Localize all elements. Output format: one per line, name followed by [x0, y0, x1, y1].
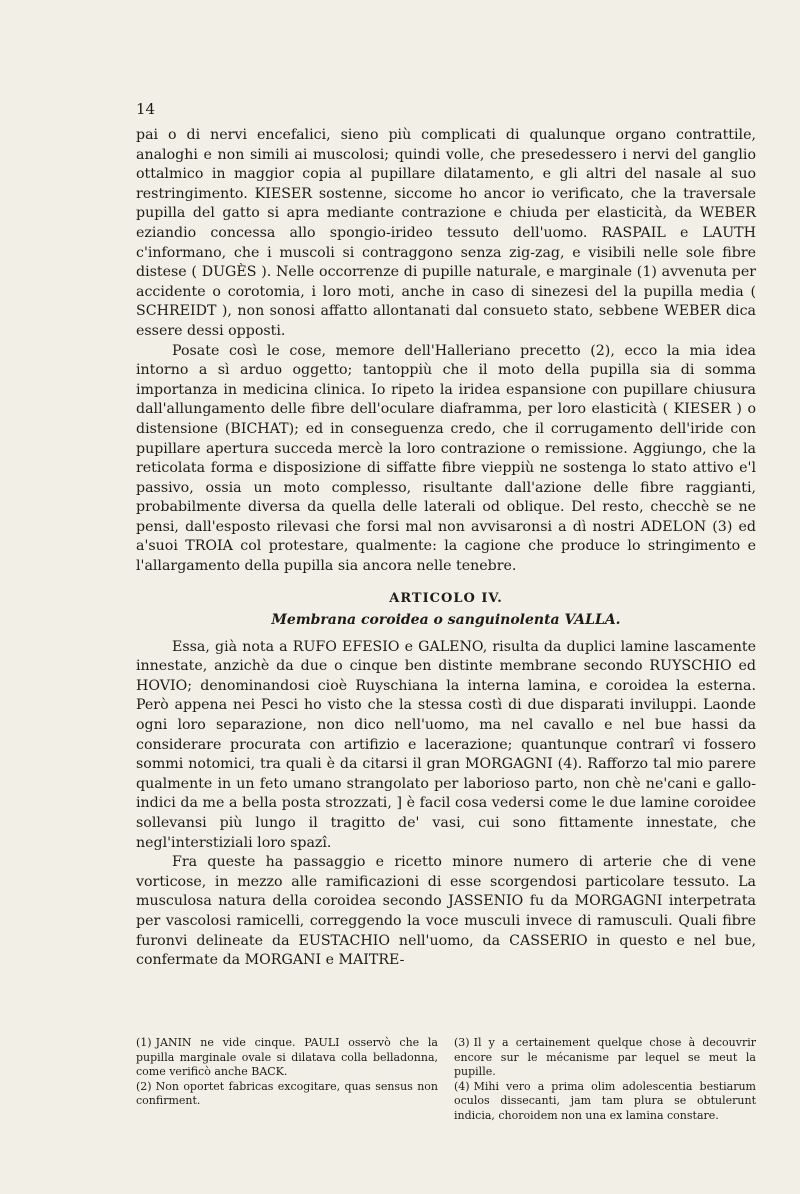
footnote-text: JANIN ne vide cinque. PAULI osservò che la pupilla marginale ovale si dilatava colla belladonna, come verificò anche BACK. [136, 1036, 438, 1078]
footnote [454, 1036, 756, 1080]
footnote-mark: (4) [454, 1079, 470, 1093]
main-text [136, 126, 756, 971]
paragraph-vorticose-veins: Fra queste ha passaggio e ricetto minore numero di arterie che di vene vorticose, in mezzo alle ramificazioni di esse scorgendosi particolare tessuto. La musculosa natura della coroidea secondo JASSENIO fu da MORGAGNI interpetrata per vascolosi ramicelli, correggendo la voce musculi invece di ramusculi. Quali fibre furonvi delineate da EUSTACHIO nell'uomo, da CASSERIO in questo e nel bue, confermate da MORGANI e MAITRE- [136, 854, 756, 969]
footnote-mark: (2) [136, 1079, 152, 1093]
footnote [454, 1080, 756, 1124]
page-number: 14 [136, 100, 156, 118]
paragraph-hallerian-precept: Posate così le cose, memore dell'Halleriano precetto (2), ecco la mia idea intorno a sì arduo oggetto; tantoppiù che il moto della pupilla sia di somma importanza in medicina clinica. Io ripeto la iridea espansione con pupillare chiusura dall'allungamento delle fibre dell'oculare diaframma, per loro elasticità ( KIESER ) o distensione (BICHAT); ed in conseguenza credo, che il corrugamento dell'iride con pupillare apertura succeda mercè la loro contrazione o remissione. Aggiungo, che la reticolata forma e disposizione di siffatte fibre vieppiù ne sostenga lo stato attivo e'l passivo, ossia un moto complesso, risultante dall'azione delle fibre raggianti, probabilmente diversa da quella delle laterali od oblique. Del resto, checchè se ne pensi, dall'esposto rilevasi che forsi mal non avvisaronsi a dì nostri ADELON (3) ed a'suoi TROIA col protestare, qualmente: la cagione che produce lo stringimento e l'allargamento della pupilla sia ancora nelle tenebre. [136, 342, 756, 575]
article-subtitle: Membrana coroidea o sanguinolenta VALLA. [271, 611, 621, 628]
article-heading: ARTICOLO IV. [389, 590, 503, 606]
footnotes [136, 1036, 756, 1123]
footnote [136, 1036, 438, 1080]
footnote-mark: (1) [136, 1036, 152, 1049]
footnote-text: Mihi vero a prima olim adolescentia bestiarum oculos dissecanti, jam tam plura se obtulerunt indicia, choroidem non una ex lamina constare. [454, 1079, 756, 1122]
footnote [136, 1080, 438, 1109]
footnotes-right-column [454, 1036, 756, 1123]
paragraph-continuation: pai o di nervi encefalici, sieno più complicati di qualunque organo contrattile, analoghi e non simili ai muscolosi; quindi volle, che presedessero i nervi del ganglio ottalmico in maggior copia al pupillare dilatamento, e gli altri del nasale al suo restringimento. KIESER sostenne, siccome ho ancor io verificato, che la traversale pupilla del gatto si apra mediante contrazione e chiuda per elasticità, da WEBER eziandio concessa allo spongio-irideo tessuto dell'uomo. RASPAIL e LAUTH c'informano, che i muscoli si contraggono senza zig-zag, e visibili nelle sole fibre distese ( DUGÈS ). Nelle occorrenze di pupille naturale, e marginale (1) avvenuta per accidente o corotomia, i loro moti, anche in caso di sinezesi del la pupilla media ( SCHREIDT ), non sonosi affatto allontanati dal consueto stato, sebbene WEBER dica essere dessi opposti. [136, 127, 756, 339]
paragraph-choroid-lamina: Essa, già nota a RUFO EFESIO e GALENO, risulta da duplici lamine lascamente innestate, anzichè da due o cinque ben distinte membrane secondo RUYSCHIO ed HOVIO; denominandosi cioè Ruyschiana la interna lamina, e coroidea la esterna. Però appena nei Pesci ho visto che la stessa costì di due disparati inviluppi. Laonde ogni loro separazione, non dico nell'uomo, ma nel cavallo e nel bue hassi da considerare procurata con artifizio e lacerazione; quantunque contrarî vi fossero sommi notomici, tra quali è da citarsi il gran MORGAGNI (4). Rafforzo tal mio parere qualmente in un feto umano strangolato per laborioso parto, non chè ne'cani e gallo-indici da me a bella posta strozzati, ] è facil cosa vedersi come le due lamine coroidee sollevansi più lungo il tragitto de' vasi, cui sono fittamente innestate, che negl'interstiziali loro spazî. [136, 638, 756, 851]
footnote-text: Non oportet fabricas excogitare, quas sensus non confirment. [136, 1079, 438, 1107]
footnotes-left-column [136, 1036, 438, 1123]
footnote-text: Il y a certainement quelque chose à decouvrir encore sur le mécanisme par lequel se meut la pupille. [454, 1036, 756, 1078]
footnote-mark: (3) [454, 1036, 470, 1049]
